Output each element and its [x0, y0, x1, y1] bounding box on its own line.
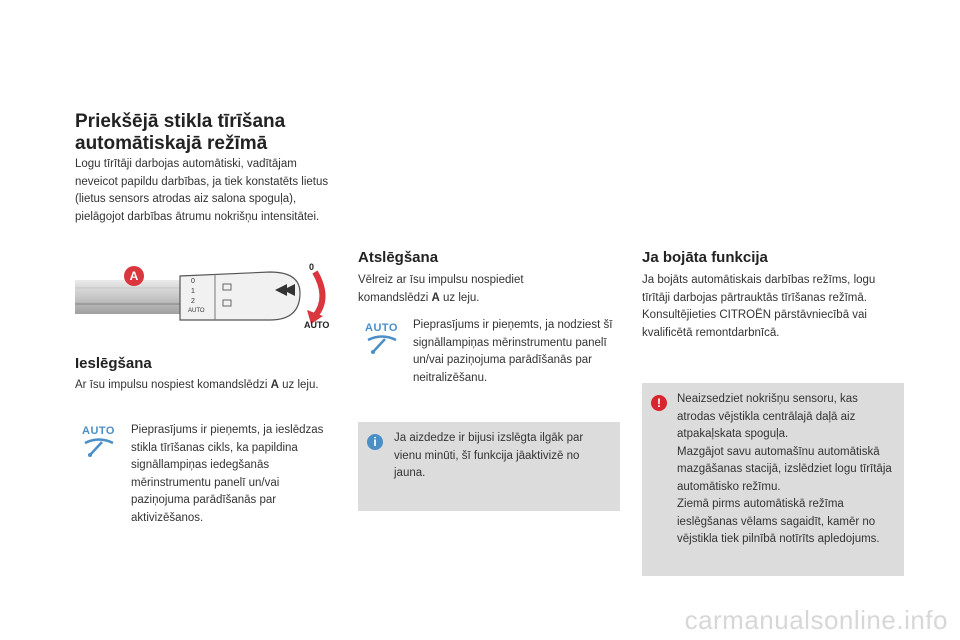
wiper-icon: [365, 334, 399, 356]
page-title: Priekšējā stikla tīrīšana automātiskajā režīmā: [75, 111, 286, 154]
stalk-mark-1: 1: [191, 288, 195, 295]
wiper-stalk-illustration: [75, 258, 335, 328]
activation-text-after: uz leju.: [278, 379, 319, 391]
info-box: [358, 422, 620, 511]
info-icon: i: [367, 434, 383, 450]
wiper-stalk-drawing: [75, 258, 335, 328]
deactivation-bold-letter: A: [431, 291, 440, 304]
warning-box: [642, 383, 904, 576]
deactivation-paragraph: [358, 272, 588, 307]
auto-label-off: AUTO: [365, 322, 398, 334]
outer-label-auto: AUTO: [304, 320, 330, 330]
warning-icon: !: [651, 395, 667, 411]
heading-deactivation: Atslēgšana: [358, 249, 439, 266]
intro-paragraph: Logu tīrītāji darbojas automātiski, vadītājam neveicot papildu darbības, ja tiek konstatēts lietus (lietus sensors atrodas aiz salona spoguļa), pielāgojot darbības ātrumu nokrišņu intensitātei.: [75, 158, 329, 223]
heading-activation: Ieslēgšana: [75, 355, 152, 372]
callout-a-letter: A: [129, 269, 139, 283]
wiper-icon: [82, 437, 116, 459]
warning-text-block: [677, 391, 899, 549]
callout-a-badge: [124, 266, 144, 286]
activation-confirmation-text: Pieprasījums ir pieņemts, ja ieslēdzas stikla tīrīšanas cikls, ka papildina signāllampiņas iedegšanās mērinstrumentu panelī un/vai paziņojuma parādīšanās par aktivizēšanos.: [131, 424, 324, 524]
activation-text-before: Ar īsu impulsu nospiest komandslēdzi: [75, 379, 271, 391]
stalk-mark-auto: AUTO: [188, 308, 205, 314]
auto-indicator-on: [82, 425, 118, 464]
deactivation-text-before: Vēlreiz ar īsu impulsu nospiediet komandslēdzi: [358, 274, 524, 304]
watermark: carmanualsonline.info: [684, 605, 948, 635]
stalk-mark-2: 2: [191, 298, 195, 305]
warning-line: Neaizsedziet nokrišņu sensoru, kas atrodas vējstikla centrālajā daļā aiz atpakaļskata spoguļa.: [677, 393, 858, 440]
deactivation-text-after: uz leju.: [439, 291, 480, 304]
heading-malfunction: Ja bojāta funkcija: [642, 249, 768, 266]
auto-label-on: AUTO: [82, 425, 115, 437]
activation-bold-letter: A: [270, 379, 279, 391]
malfunction-paragraph: Ja bojāts automātiskais darbības režīms, logu tīrītāji darbojas pārtrauktās tīrīšanas režīmā. Konsultējieties CITROËN pārstāvniecībā vai kvalificētā remontdarbnīcā.: [642, 274, 876, 339]
deactivation-confirmation-text: Pieprasījums ir pieņemts, ja nodziest šī signāllampiņas mērinstrumentu panelī un/vai paziņojuma parādīšanās par neitralizēšanu.: [413, 319, 613, 384]
stalk-mark-0: 0: [191, 278, 195, 285]
warning-line: Ziemā pirms automātiskā režīma ieslēgšanas vēlams sagaidīt, kamēr no vējstikla tiek pilnībā notīrīts apledojums.: [677, 498, 880, 545]
auto-indicator-off: [365, 322, 401, 361]
outer-label-0: 0: [309, 262, 315, 272]
activation-paragraph: [75, 377, 350, 395]
warning-line: Mazgājot savu automašīnu automātiskā mazgāšanas stacijā, izslēdziet logu tīrītāja automātisko režīmu.: [677, 445, 892, 493]
info-text: Ja aizdedze ir bijusi izslēgta ilgāk par vienu minūti, šī funkcija jāaktivizē no jauna.: [394, 432, 584, 479]
